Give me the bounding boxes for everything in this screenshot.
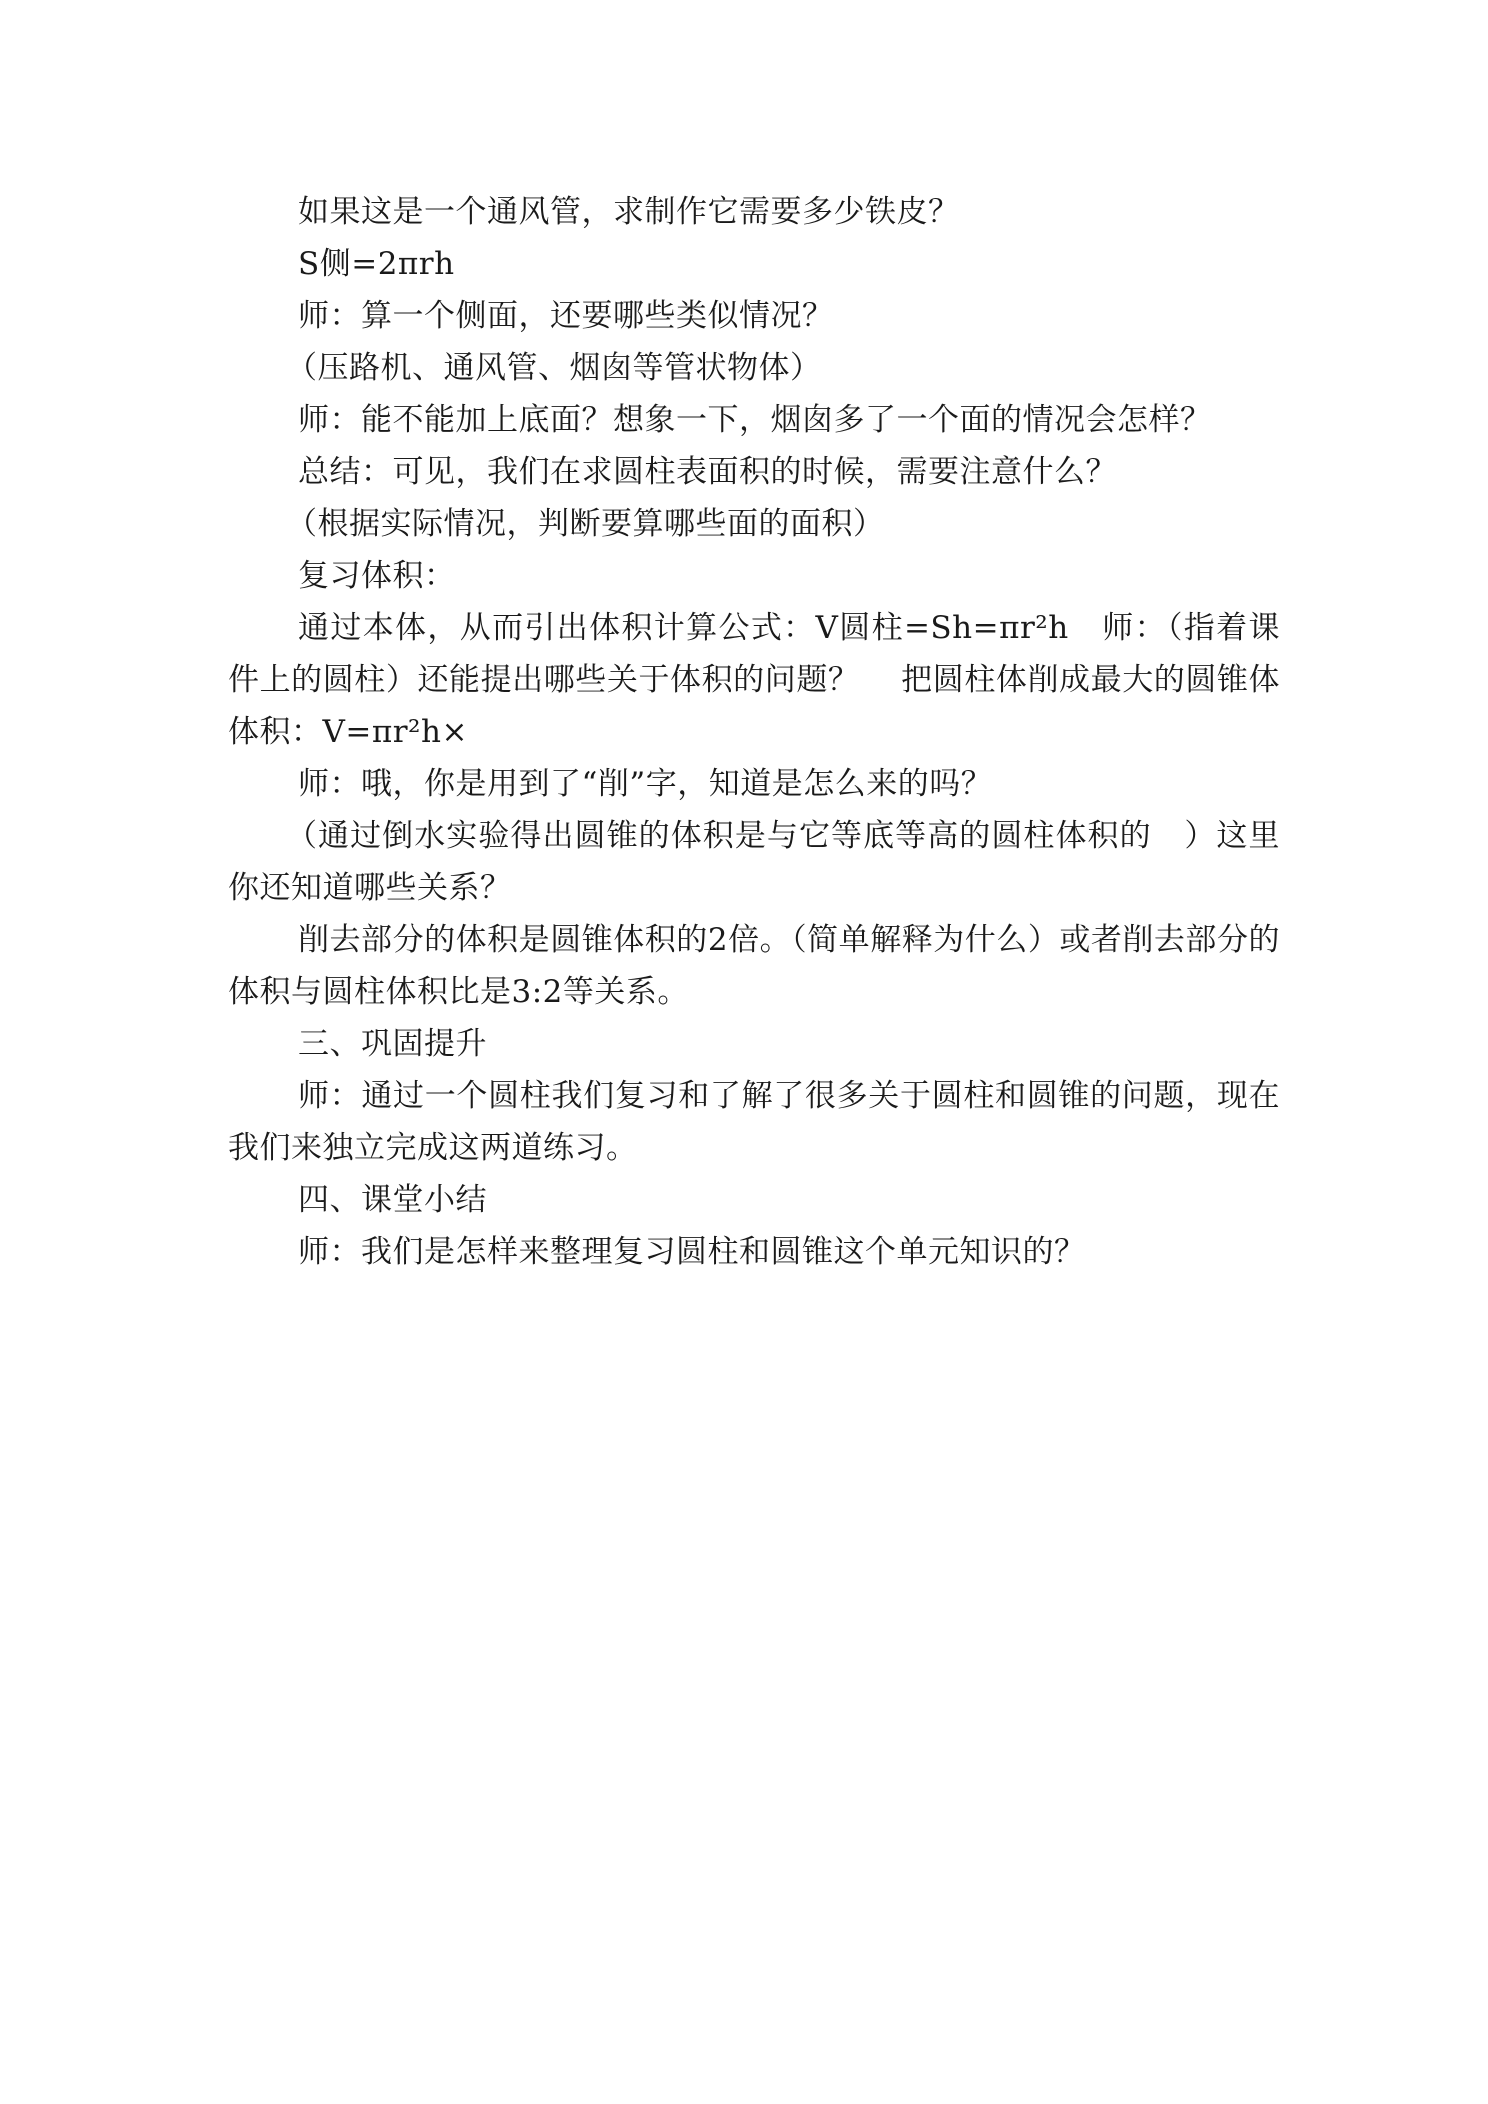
- paragraph-cut-volume-relation: 削去部分的体积是圆锥体积的2倍。（简单解释为什么）或者削去部分的体积与圆柱体积比是3:2等关系。: [228, 922, 1280, 1010]
- section-heading-summary: 四、课堂小结: [298, 1182, 487, 1218]
- paragraph-review-volume: 复习体积：: [298, 558, 456, 594]
- paragraph-teacher-practice: 师：通过一个圆柱我们复习和了解了很多关于圆柱和圆锥的问题，现在我们来独立完成这两道练习。: [228, 1078, 1280, 1166]
- paragraph-teacher-final: 师：我们是怎样来整理复习圆柱和圆锥这个单元知识的？: [298, 1234, 1086, 1270]
- paragraph-examples: （压路机、通风管、烟囱等管状物体）: [286, 350, 822, 386]
- document-body: [228, 186, 1280, 1278]
- paragraph-ventilation-question: 如果这是一个通风管，求制作它需要多少铁皮？: [298, 194, 960, 230]
- paragraph-summary-question: 总结：可见，我们在求圆柱表面积的时候，需要注意什么？: [298, 454, 1117, 490]
- paragraph-lateral-area-formula: S侧=2πrh: [298, 246, 455, 282]
- paragraph-summary-answer: （根据实际情况，判断要算哪些面的面积）: [286, 506, 885, 542]
- paragraph-water-experiment: （通过倒水实验得出圆锥的体积是与它等底等高的圆柱体积的 ）这里你还知道哪些关系？: [228, 818, 1280, 906]
- paragraph-volume-formula: 通过本体，从而引出体积计算公式：V圆柱=Sh=πr²h 师：（指着课件上的圆柱）还能提出哪些关于体积的问题？ 把圆柱体削成最大的圆锥体体积：V=πr²h×: [228, 610, 1280, 750]
- section-heading-consolidate: 三、巩固提升: [298, 1026, 487, 1062]
- paragraph-teacher-similar-cases: 师：算一个侧面，还要哪些类似情况？: [298, 298, 834, 334]
- paragraph-teacher-add-base: 师：能不能加上底面？想象一下，烟囱多了一个面的情况会怎样？: [298, 402, 1212, 438]
- paragraph-teacher-cut: 师：哦，你是用到了“削”字，知道是怎么来的吗？: [298, 766, 993, 802]
